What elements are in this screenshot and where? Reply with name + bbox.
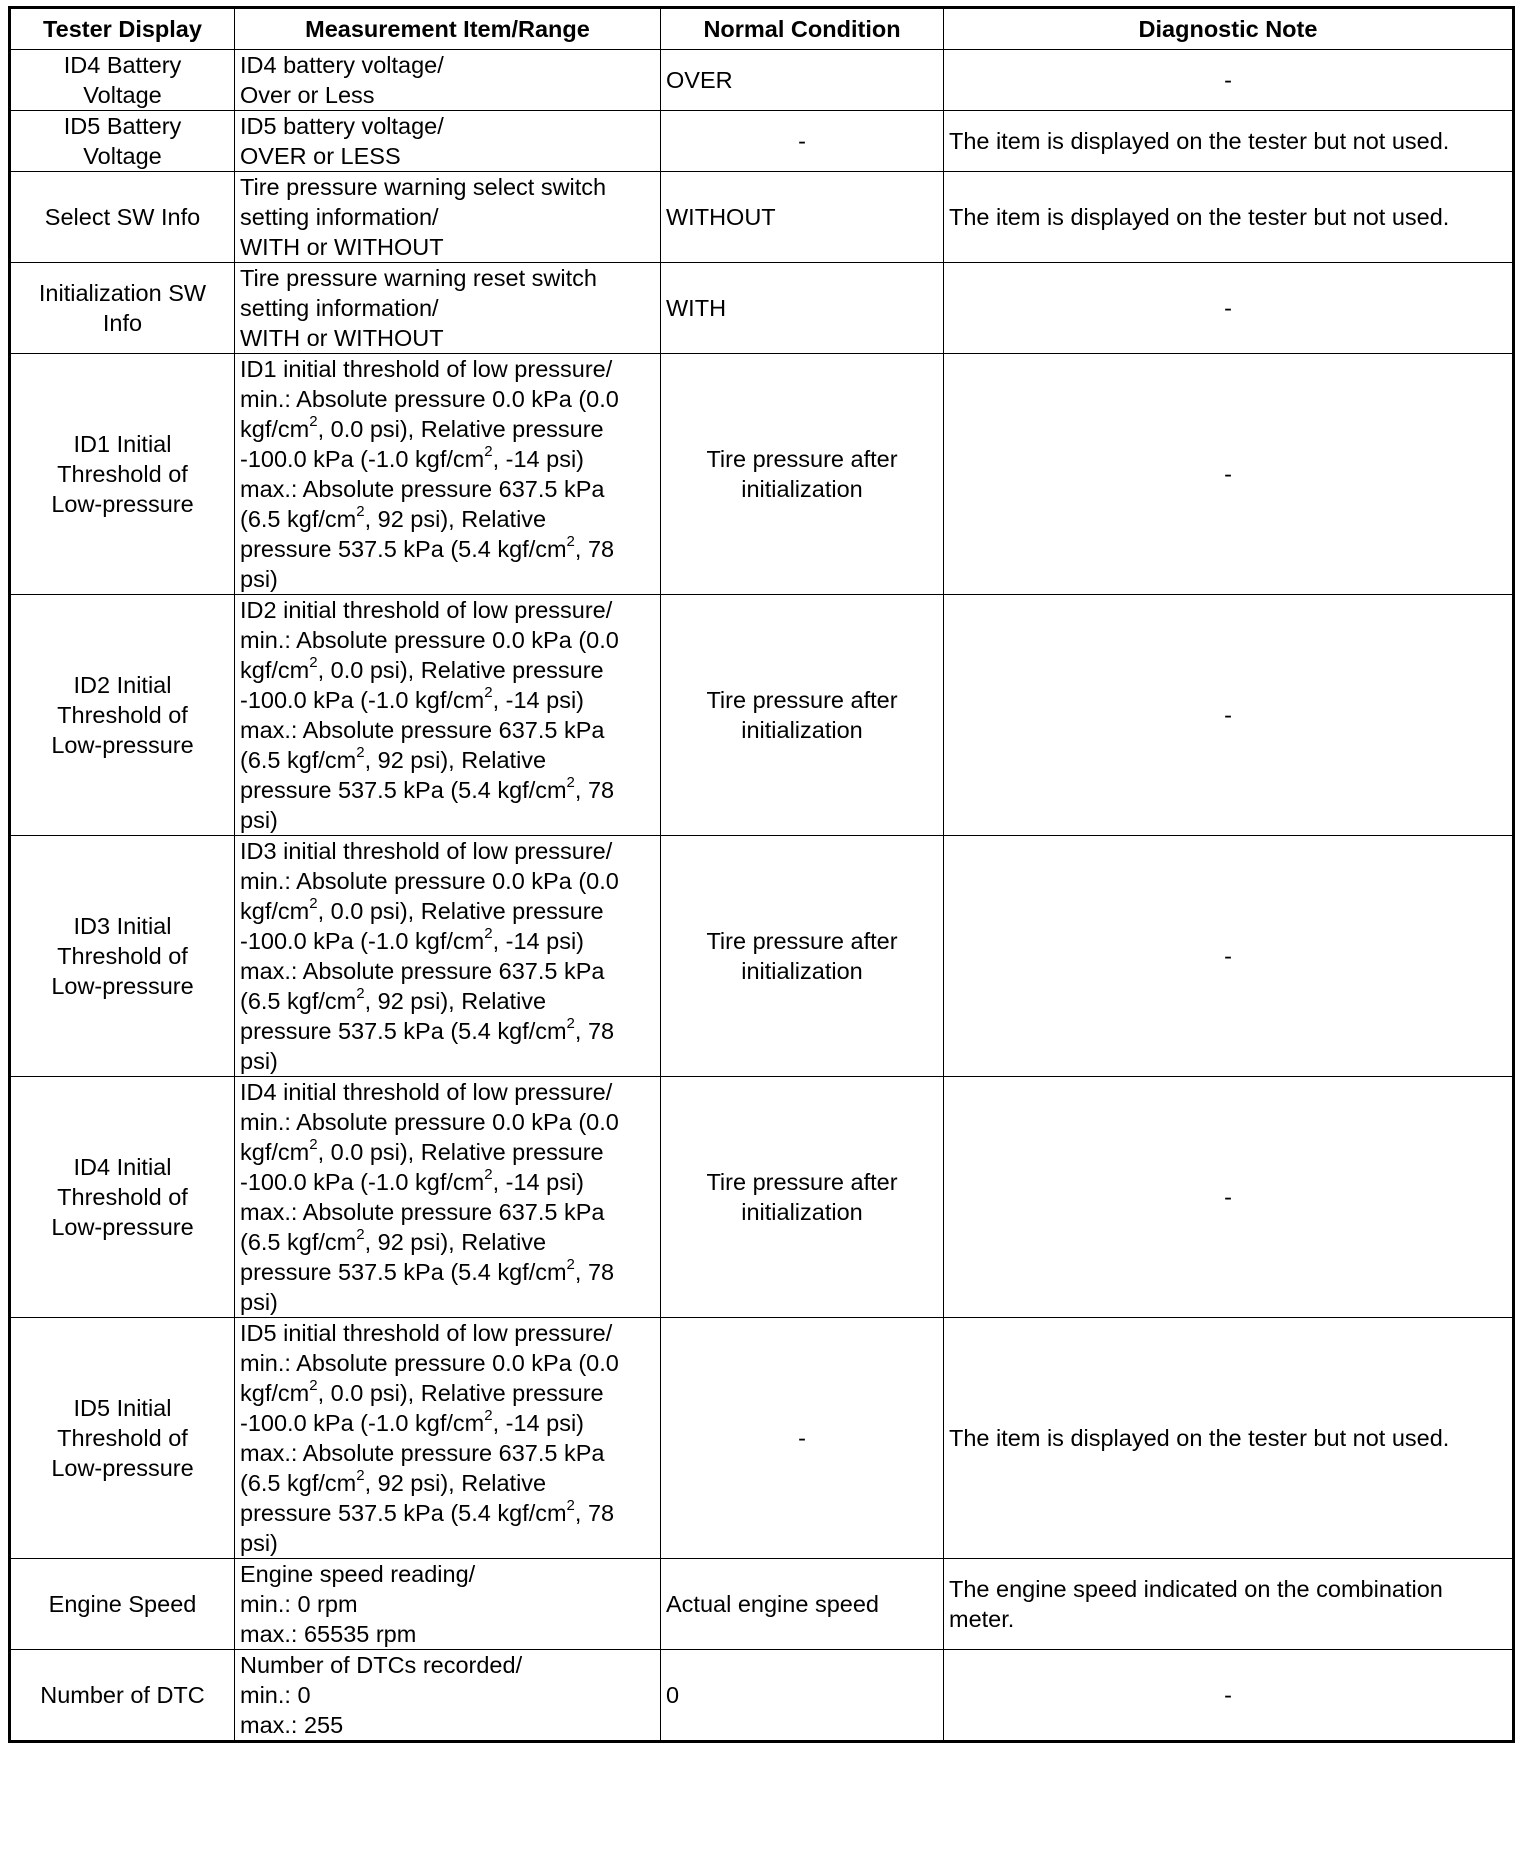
normal-condition-text: Tire pressure after xyxy=(706,928,898,954)
normal-condition-text: Tire pressure after xyxy=(706,446,898,472)
measurement-item-text: (6.5 kgf/$cm^2$, 92 psi), Relative xyxy=(240,1226,547,1255)
cell-diagnostic-note xyxy=(944,263,1514,354)
tester-display-text: Info xyxy=(102,310,143,336)
cell-tester-display xyxy=(10,263,235,354)
measurement-item-text: kgf/$cm^2$, 0.0 psi), Relative pressure xyxy=(240,413,604,442)
normal-condition-text: Actual engine speed xyxy=(666,1591,879,1617)
header-row xyxy=(10,8,1514,50)
measurement-item-text: max.: Absolute pressure 637.5 kPa xyxy=(240,717,605,743)
normal-condition-text: Tire pressure after xyxy=(706,687,898,713)
cell-normal-condition xyxy=(661,836,944,1077)
cell-tester-display xyxy=(10,1318,235,1559)
cell-normal-condition xyxy=(661,354,944,595)
cell-measurement-item xyxy=(235,1318,661,1559)
cell-measurement-item xyxy=(235,836,661,1077)
cell-normal-condition xyxy=(661,263,944,354)
normal-condition-text: WITHOUT xyxy=(666,204,776,230)
cell-diagnostic-note xyxy=(944,354,1514,595)
cell-measurement-item xyxy=(235,111,661,172)
cell-normal-condition xyxy=(661,50,944,111)
normal-condition-text: 0 xyxy=(666,1682,680,1708)
measurement-item-text: ID2 initial threshold of low pressure/ xyxy=(240,597,613,623)
cell-measurement-item xyxy=(235,1650,661,1742)
cell-normal-condition xyxy=(661,1077,944,1318)
data-list-table xyxy=(8,6,1515,1743)
measurement-item-text: pressure 537.5 kPa (5.4 kgf/$cm^2$, 78 xyxy=(240,533,615,562)
cell-normal-condition xyxy=(661,595,944,836)
tester-display-text: Low-pressure xyxy=(51,1214,194,1240)
diagnostic-note-text: - xyxy=(1224,702,1232,728)
measurement-item-text: Engine speed reading/ xyxy=(240,1561,476,1587)
table-header xyxy=(10,8,1514,50)
measurement-item-text: max.: Absolute pressure 637.5 kPa xyxy=(240,1440,605,1466)
measurement-item-text: -100.0 kPa (-1.0 kgf/$cm^2$, -14 psi) xyxy=(240,1407,585,1436)
measurement-item-text: psi) xyxy=(240,1048,278,1074)
header-measurement-item: Measurement Item/Range xyxy=(235,8,661,50)
measurement-item-text: pressure 537.5 kPa (5.4 kgf/$cm^2$, 78 xyxy=(240,1256,615,1285)
measurement-item-text: ID5 initial threshold of low pressure/ xyxy=(240,1320,613,1346)
cell-normal-condition xyxy=(661,1650,944,1742)
cell-tester-display xyxy=(10,1077,235,1318)
cell-diagnostic-note xyxy=(944,836,1514,1077)
tester-display-text: Threshold of xyxy=(57,461,188,487)
cell-tester-display xyxy=(10,50,235,111)
cell-tester-display xyxy=(10,595,235,836)
cell-diagnostic-note xyxy=(944,111,1514,172)
tester-display-text: ID5 Initial xyxy=(73,1395,172,1421)
diagnostic-note-text: The engine speed indicated on the combination xyxy=(949,1576,1443,1602)
table-body xyxy=(10,50,1514,1742)
measurement-item-text: ID4 initial threshold of low pressure/ xyxy=(240,1079,613,1105)
cell-diagnostic-note xyxy=(944,1559,1514,1650)
table-row xyxy=(10,50,1514,111)
tester-display-text: Number of DTC xyxy=(40,1682,205,1708)
cell-normal-condition xyxy=(661,172,944,263)
normal-condition-text: OVER xyxy=(666,67,733,93)
cell-diagnostic-note xyxy=(944,1318,1514,1559)
measurement-item-text: (6.5 kgf/$cm^2$, 92 psi), Relative xyxy=(240,1467,547,1496)
tester-display-text: Voltage xyxy=(83,82,162,108)
measurement-item-text: pressure 537.5 kPa (5.4 kgf/$cm^2$, 78 xyxy=(240,774,615,803)
cell-diagnostic-note xyxy=(944,1650,1514,1742)
measurement-item-text: min.: 0 xyxy=(240,1682,311,1708)
measurement-item-text: max.: 255 xyxy=(240,1712,344,1738)
cell-measurement-item xyxy=(235,354,661,595)
cell-measurement-item xyxy=(235,595,661,836)
normal-condition-text: initialization xyxy=(741,958,863,984)
tester-display-text: Low-pressure xyxy=(51,491,194,517)
cell-measurement-item xyxy=(235,1077,661,1318)
measurement-item-text: setting information/ xyxy=(240,295,439,321)
measurement-item-text: OVER or LESS xyxy=(240,143,401,169)
cell-measurement-item xyxy=(235,1559,661,1650)
measurement-item-text: Over or Less xyxy=(240,82,375,108)
normal-condition-text: - xyxy=(798,1425,806,1451)
table-row xyxy=(10,1318,1514,1559)
table-row xyxy=(10,172,1514,263)
measurement-item-text: max.: Absolute pressure 637.5 kPa xyxy=(240,1199,605,1225)
measurement-item-text: ID3 initial threshold of low pressure/ xyxy=(240,838,613,864)
diagnostic-note-text: meter. xyxy=(949,1606,1015,1632)
header-normal-condition: Normal Condition xyxy=(661,8,944,50)
cell-tester-display xyxy=(10,1559,235,1650)
measurement-item-text: kgf/$cm^2$, 0.0 psi), Relative pressure xyxy=(240,1377,604,1406)
measurement-item-text: kgf/$cm^2$, 0.0 psi), Relative pressure xyxy=(240,1136,604,1165)
measurement-item-text: min.: Absolute pressure 0.0 kPa (0.0 xyxy=(240,868,619,894)
measurement-item-text: kgf/$cm^2$, 0.0 psi), Relative pressure xyxy=(240,654,604,683)
cell-measurement-item xyxy=(235,50,661,111)
measurement-item-text: Number of DTCs recorded/ xyxy=(240,1652,523,1678)
tester-display-text: Threshold of xyxy=(57,1425,188,1451)
cell-tester-display xyxy=(10,836,235,1077)
diagnostic-note-text: - xyxy=(1224,943,1232,969)
cell-measurement-item xyxy=(235,263,661,354)
measurement-item-text: max.: 65535 rpm xyxy=(240,1621,417,1647)
measurement-item-text: kgf/$cm^2$, 0.0 psi), Relative pressure xyxy=(240,895,604,924)
header-diagnostic-note: Diagnostic Note xyxy=(944,8,1514,50)
tester-display-text: Select SW Info xyxy=(44,204,201,230)
diagnostic-note-text: The item is displayed on the tester but not used. xyxy=(949,204,1450,230)
diagnostic-note-text: - xyxy=(1224,1682,1232,1708)
tester-display-text: Threshold of xyxy=(57,702,188,728)
table-row xyxy=(10,1077,1514,1318)
measurement-item-text: -100.0 kPa (-1.0 kgf/$cm^2$, -14 psi) xyxy=(240,684,585,713)
tester-display-text: ID4 Battery xyxy=(63,52,182,78)
measurement-item-text: ID1 initial threshold of low pressure/ xyxy=(240,356,613,382)
cell-normal-condition xyxy=(661,111,944,172)
header-tester-display: Tester Display xyxy=(10,8,235,50)
cell-normal-condition xyxy=(661,1559,944,1650)
cell-normal-condition xyxy=(661,1318,944,1559)
measurement-item-text: -100.0 kPa (-1.0 kgf/$cm^2$, -14 psi) xyxy=(240,1166,585,1195)
measurement-item-text: psi) xyxy=(240,566,278,592)
cell-tester-display xyxy=(10,1650,235,1742)
table-row xyxy=(10,1559,1514,1650)
cell-measurement-item xyxy=(235,172,661,263)
tester-display-text: Threshold of xyxy=(57,943,188,969)
measurement-item-text: pressure 537.5 kPa (5.4 kgf/$cm^2$, 78 xyxy=(240,1497,615,1526)
measurement-item-text: (6.5 kgf/$cm^2$, 92 psi), Relative xyxy=(240,744,547,773)
measurement-item-text: setting information/ xyxy=(240,204,439,230)
diagnostic-note-text: - xyxy=(1224,461,1232,487)
measurement-item-text: min.: Absolute pressure 0.0 kPa (0.0 xyxy=(240,386,619,412)
cell-tester-display xyxy=(10,354,235,595)
measurement-item-text: max.: Absolute pressure 637.5 kPa xyxy=(240,476,605,502)
tester-display-text: Threshold of xyxy=(57,1184,188,1210)
cell-diagnostic-note xyxy=(944,172,1514,263)
measurement-item-text: min.: Absolute pressure 0.0 kPa (0.0 xyxy=(240,1109,619,1135)
tester-display-text: ID5 Battery xyxy=(63,113,182,139)
measurement-item-text: psi) xyxy=(240,807,278,833)
tester-display-text: ID1 Initial xyxy=(73,431,172,457)
table-row xyxy=(10,263,1514,354)
measurement-item-text: min.: Absolute pressure 0.0 kPa (0.0 xyxy=(240,1350,619,1376)
table-row xyxy=(10,1650,1514,1742)
measurement-item-text: psi) xyxy=(240,1289,278,1315)
normal-condition-text: initialization xyxy=(741,1199,863,1225)
tester-display-text: Low-pressure xyxy=(51,973,194,999)
cell-tester-display xyxy=(10,111,235,172)
tester-display-text: Low-pressure xyxy=(51,732,194,758)
normal-condition-text: - xyxy=(798,128,806,154)
measurement-item-text: min.: Absolute pressure 0.0 kPa (0.0 xyxy=(240,627,619,653)
table-row xyxy=(10,836,1514,1077)
diagnostic-note-text: - xyxy=(1224,295,1232,321)
tester-display-text: Engine Speed xyxy=(48,1591,197,1617)
measurement-item-text: max.: Absolute pressure 637.5 kPa xyxy=(240,958,605,984)
measurement-item-text: Tire pressure warning select switch xyxy=(240,174,607,200)
diagnostic-note-text: - xyxy=(1224,1184,1232,1210)
tester-display-text: Voltage xyxy=(83,143,162,169)
measurement-item-text: (6.5 kgf/$cm^2$, 92 psi), Relative xyxy=(240,503,547,532)
measurement-item-text: min.: 0 rpm xyxy=(240,1591,358,1617)
measurement-item-text: -100.0 kPa (-1.0 kgf/$cm^2$, -14 psi) xyxy=(240,925,585,954)
tester-display-text: ID2 Initial xyxy=(73,672,172,698)
diagnostic-note-text: The item is displayed on the tester but not used. xyxy=(949,128,1450,154)
diagnostic-note-text: - xyxy=(1224,67,1232,93)
measurement-item-text: psi) xyxy=(240,1530,278,1556)
cell-diagnostic-note xyxy=(944,50,1514,111)
measurement-item-text: pressure 537.5 kPa (5.4 kgf/$cm^2$, 78 xyxy=(240,1015,615,1044)
diagnostic-note-text: The item is displayed on the tester but not used. xyxy=(949,1425,1450,1451)
measurement-item-text: WITH or WITHOUT xyxy=(240,325,444,351)
cell-diagnostic-note xyxy=(944,1077,1514,1318)
measurement-item-text: ID4 battery voltage/ xyxy=(240,52,444,78)
measurement-item-text: (6.5 kgf/$cm^2$, 92 psi), Relative xyxy=(240,985,547,1014)
measurement-item-text: WITH or WITHOUT xyxy=(240,234,444,260)
normal-condition-text: WITH xyxy=(666,295,727,321)
tester-display-text: Initialization SW xyxy=(38,280,207,306)
tester-display-text: Low-pressure xyxy=(51,1455,194,1481)
measurement-item-text: ID5 battery voltage/ xyxy=(240,113,444,139)
table-row xyxy=(10,111,1514,172)
measurement-item-text: Tire pressure warning reset switch xyxy=(240,265,597,291)
table-row xyxy=(10,354,1514,595)
normal-condition-text: Tire pressure after xyxy=(706,1169,898,1195)
measurement-item-text: -100.0 kPa (-1.0 kgf/$cm^2$, -14 psi) xyxy=(240,443,585,472)
cell-diagnostic-note xyxy=(944,595,1514,836)
table-row xyxy=(10,595,1514,836)
cell-tester-display xyxy=(10,172,235,263)
normal-condition-text: initialization xyxy=(741,717,863,743)
tester-display-text: ID4 Initial xyxy=(73,1154,172,1180)
normal-condition-text: initialization xyxy=(741,476,863,502)
tester-display-text: ID3 Initial xyxy=(73,913,172,939)
